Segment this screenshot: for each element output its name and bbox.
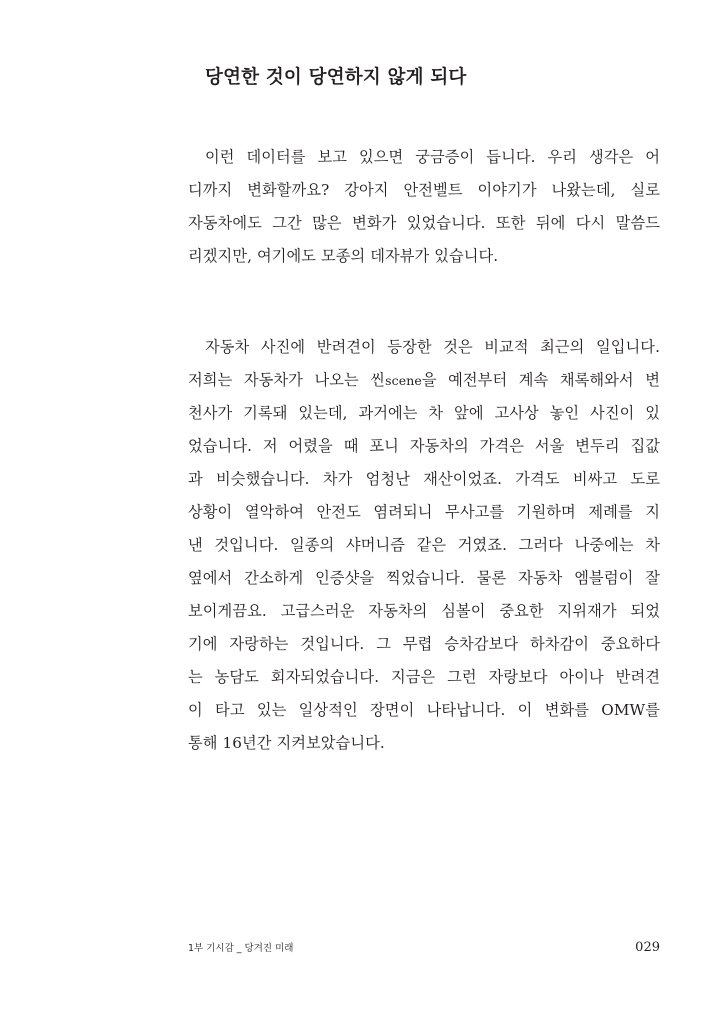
- text-line: 천사가 기록돼 있는데, 과거에는 차 앞에 고사상 놓인 사진이 있: [188, 404, 660, 422]
- text-line: 보이게끔요. 고급스러운 자동차의 심볼이 중요한 지위재가 되었: [188, 602, 660, 620]
- text-line: 기에 자랑하는 것입니다. 그 무렵 승차감보다 하차감이 중요하다: [188, 635, 660, 653]
- running-head: 1부 기시감 _ 당겨진 미래: [188, 943, 294, 954]
- text-line: 낸 것입니다. 일종의 샤머니즘 같은 거였죠. 그러다 나중에는 차: [188, 536, 660, 554]
- text-line: 디까지 변화할까요? 강아지 안전벨트 이야기가 나왔는데, 실로: [188, 181, 660, 199]
- text-line: 는 농담도 회자되었습니다. 지금은 그런 자랑보다 아이나 반려견: [188, 668, 660, 686]
- paragraph-1: [188, 141, 660, 273]
- text-fragment: 저희는 자동차가 나오는 씬: [188, 371, 386, 389]
- text-line: 었습니다. 저 어렸을 때 포니 자동차의 가격은 서울 변두리 집값: [188, 437, 660, 455]
- section-heading: 당연한 것이 당연하지 않게 되다: [205, 67, 467, 88]
- text-line: 자동차에도 그간 많은 변화가 있었습니다. 또한 뒤에 다시 말씀드: [188, 214, 660, 232]
- paragraph-2: [188, 331, 660, 760]
- latin-gloss: scene: [385, 373, 422, 388]
- text-line: 이 타고 있는 일상적인 장면이 나타납니다. 이 변화를 OMW를: [188, 701, 660, 719]
- text-fragment: 을 예전부터 계속 채록해와서 변: [421, 371, 660, 389]
- text-line-with-gloss: [188, 364, 660, 397]
- text-line: 자동차 사진에 반려견이 등장한 것은 비교적 최근의 일입니다.: [205, 338, 660, 356]
- text-line: 옆에서 간소하게 인증샷을 찍었습니다. 물론 자동차 엠블럼이 잘: [188, 569, 660, 587]
- text-line: 리겠지만, 여기에도 모종의 데자뷰가 있습니다.: [188, 247, 499, 265]
- text-line: 이런 데이터를 보고 있으면 궁금증이 듭니다. 우리 생각은 어: [205, 148, 660, 166]
- page-number: 029: [635, 940, 660, 955]
- text-line: 과 비슷했습니다. 차가 엄청난 재산이었죠. 가격도 비싸고 도로: [188, 470, 660, 488]
- text-line: 상황이 열악하여 안전도 염려되니 무사고를 기원하며 제례를 지: [188, 503, 660, 521]
- text-line: 통해 16년간 지켜보았습니다.: [188, 734, 385, 752]
